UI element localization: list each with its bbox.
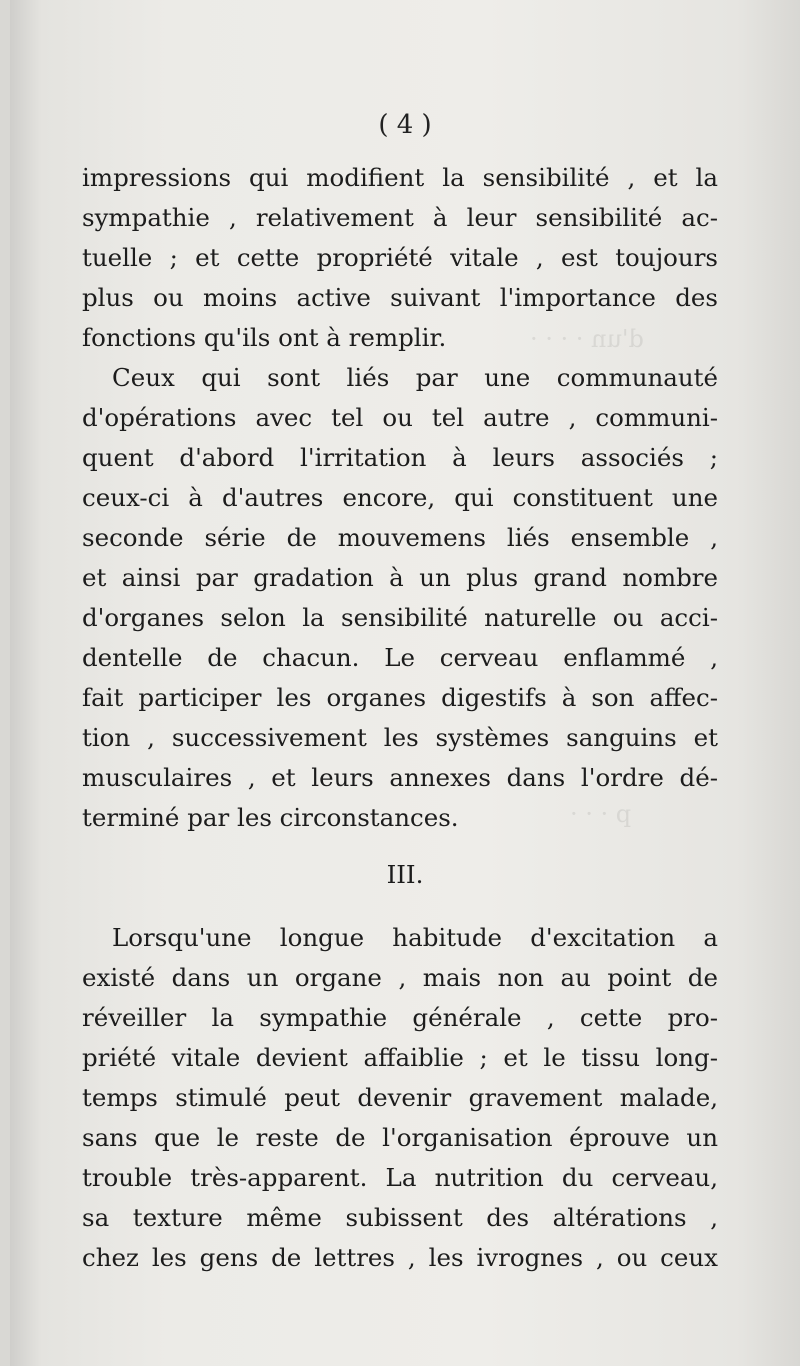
text-line: existé dans un organe , mais non au point de [82,963,718,992]
text-line: sympathie , relativement à leur sensibilité ac- [82,203,718,232]
text-line: ceux-ci à d'autres encore, qui constituent une [82,483,718,512]
text-line: fonctions qu'ils ont à remplir. [82,323,447,352]
page-number: ( 4 ) [378,110,432,140]
text-line: sa texture même subissent des altérations , [82,1203,718,1232]
text-line: sans que le reste de l'organisation éprouve un [82,1123,718,1152]
text-line: dentelle de chacun. Le cerveau enflammé , [82,643,718,672]
text-line: tion , successivement les systèmes sanguins et [82,723,718,752]
text-line: seconde série de mouvemens liés ensemble , [82,523,718,552]
text-line: et ainsi par gradation à un plus grand nombre [82,563,718,592]
text-line: temps stimulé peut devenir gravement malade, [82,1083,718,1112]
text-line: terminé par les circonstances. [82,803,459,832]
text-line: Lorsqu'une longue habitude d'excitation a [112,923,718,952]
text-line: d'opérations avec tel ou tel autre , communi- [82,403,718,432]
show-through-text: p · · · [570,800,632,828]
book-page [10,0,800,1366]
show-through-text: d'un · · · · [530,325,644,353]
text-line: trouble très-apparent. La nutrition du cerveau, [82,1163,718,1192]
text-line: plus ou moins active suivant l'importance des [82,283,718,312]
text-line: Ceux qui sont liés par une communauté [112,363,718,392]
text-line: musculaires , et leurs annexes dans l'ordre dé- [82,763,718,792]
text-line: quent d'abord l'irritation à leurs associés ; [82,443,718,472]
text-line: tuelle ; et cette propriété vitale , est toujours [82,243,718,272]
text-line: d'organes selon la sensibilité naturelle ou acci- [82,603,718,632]
text-line: fait participer les organes digestifs à son affec- [82,683,718,712]
text-line: priété vitale devient affaiblie ; et le tissu long- [82,1043,718,1072]
text-line: chez les gens de lettres , les ivrognes , ou ceux [82,1243,718,1272]
text-line: impressions qui modifient la sensibilité , et la [82,163,718,192]
text-line: réveiller la sympathie générale , cette pro- [82,1003,718,1032]
section-heading: III. [386,860,424,889]
